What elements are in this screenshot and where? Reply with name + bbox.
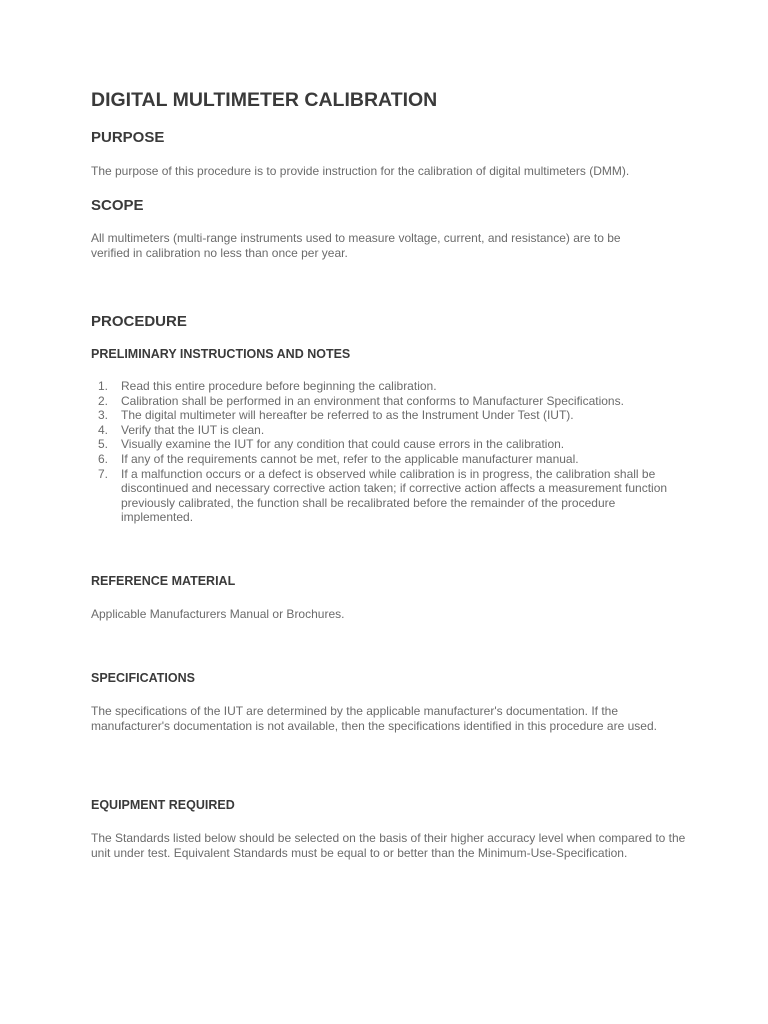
- list-item-number: 4.: [97, 422, 108, 437]
- purpose-text: The purpose of this procedure is to provide instruction for the calibration of digital multimeters (DMM).: [91, 164, 630, 178]
- list-item: [91, 423, 671, 438]
- list-item: [91, 467, 671, 525]
- procedure-heading: PROCEDURE: [91, 313, 187, 330]
- reference-material-text: Applicable Manufacturers Manual or Brochures.: [91, 607, 345, 621]
- specifications-text: The specifications of the IUT are determined by the applicable manufacturer's documentation. If the manufacturer's documentation is not available, then the specifications identified in this procedure are used.: [91, 704, 657, 733]
- equipment-required-text: The Standards listed below should be selected on the basis of their higher accuracy level when compared to the unit under test. Equivalent Standards must be equal to or better than the Minimum-Use-Specification.: [91, 831, 686, 860]
- list-item-number: 1.: [97, 379, 108, 393]
- list-item-text: Calibration shall be performed in an environment that conforms to Manufacturer Specifications.: [121, 393, 624, 408]
- specifications-heading: SPECIFICATIONS: [91, 671, 195, 685]
- list-item: [91, 394, 671, 409]
- list-item: [91, 408, 671, 423]
- purpose-heading: PURPOSE: [91, 129, 165, 146]
- scope-text: All multimeters (multi-range instruments used to measure voltage, current, and resistance) are to be verified in calibration no less than once per year.: [91, 231, 621, 260]
- equipment-required-heading: EQUIPMENT REQUIRED: [91, 798, 235, 812]
- list-item: [91, 452, 671, 467]
- reference-material-heading: REFERENCE MATERIAL: [91, 574, 236, 588]
- list-item-number: 5.: [97, 437, 108, 452]
- list-item: [91, 437, 671, 452]
- list-item: [91, 379, 671, 394]
- list-item-number: 2.: [97, 393, 108, 408]
- preliminary-heading: PRELIMINARY INSTRUCTIONS AND NOTES: [91, 347, 351, 361]
- preliminary-steps-list: [91, 379, 671, 525]
- scope-heading: SCOPE: [91, 197, 144, 214]
- list-item-text: Verify that the IUT is clean.: [121, 422, 265, 437]
- document-title: DIGITAL MULTIMETER CALIBRATION: [91, 89, 438, 111]
- list-item-number: 7.: [97, 466, 108, 481]
- list-item-text: Visually examine the IUT for any condition that could cause errors in the calibration.: [121, 437, 565, 452]
- list-item-number: 6.: [97, 451, 108, 466]
- list-item-text: The digital multimeter will hereafter be referred to as the Instrument Under Test (IUT).: [121, 408, 574, 423]
- list-item-number: 3.: [97, 408, 108, 423]
- list-item-text: If any of the requirements cannot be met, refer to the applicable manufacturer manual.: [121, 451, 579, 466]
- list-item-text: If a malfunction occurs or a defect is observed while calibration is in progress, the calibration shall be discontinued and necessary corrective action taken; if corrective action affects a measurement function previously calibrated, the function shall be recalibrated before the remainder of the procedure implemented.: [121, 466, 668, 525]
- list-item-text: Read this entire procedure before beginning the calibration.: [121, 379, 437, 393]
